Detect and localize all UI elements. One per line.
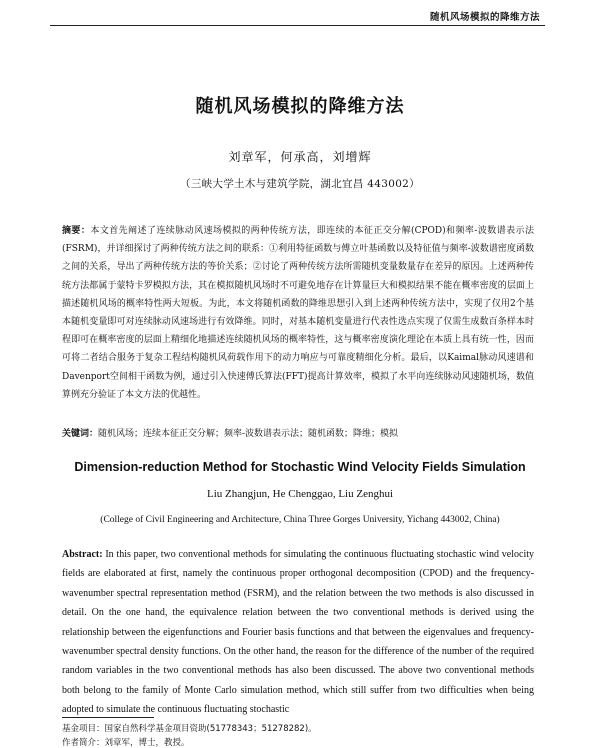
english-abstract-label: Abstract: xyxy=(62,549,103,560)
chinese-abstract-label: 摘要： xyxy=(62,226,91,236)
english-affiliation: (College of Civil Engineering and Architecture, China Three Gorges University, Yichang 443002, China) xyxy=(100,515,500,525)
footnote-fund: 基金项目：国家自然科学基金项目资助(51778343；51278282)。 xyxy=(62,724,317,734)
header-rule xyxy=(50,25,545,26)
chinese-affiliation: （三峡大学土木与建筑学院，湖北宜昌 443002） xyxy=(180,178,420,190)
english-title: Dimension-reduction Method for Stochastic Wind Velocity Fields Simulation xyxy=(74,460,526,474)
footnote-author: 作者简介：刘章军，博士，教授。 xyxy=(62,738,190,748)
english-abstract xyxy=(62,545,534,720)
chinese-keywords-text: 随机风场；连续本征正交分解；频率-波数谱表示法；随机函数；降维；模拟 xyxy=(98,429,399,439)
english-abstract-text: In this paper, two conventional methods for simulating the continuous fluctuating stochastic wind velocity fields are elaborated at first, namely the continuous proper orthogonal decomposition (CPOD) and the frequency-wavenumber spectral representation method (FSRM), and the relation between the two methods is also discussed in detail. On the one hand, the equivalence relation between the two conventional methods is derived using the relationship between the eigenfunctions and Fourier basis functions and that between the eigenvalues and frequency-wavenumber spectral density functions. On the other hand, the reason for the difference of the number of the required random variables in the two conventional methods has also been discussed. The above two conventional methods both belong to the family of Monte Carlo simulation method, which still suffer from two difficulties when being adopted to simulate the continuous fluctuating stochastic xyxy=(62,549,534,716)
english-authors: Liu Zhangjun, He Chenggao, Liu Zenghui xyxy=(206,488,394,500)
chinese-title: 随机风场模拟的降维方法 xyxy=(195,96,405,117)
chinese-keywords-label: 关键词： xyxy=(62,429,99,439)
footnote-rule xyxy=(62,717,154,718)
chinese-keywords xyxy=(62,425,534,443)
chinese-abstract-text: 本文首先阐述了连续脉动风速场模拟的两种传统方法，即连续的本征正交分解(CPOD)和频率-波数谱表示法(FSRM)，并详细探讨了两种传统方法之间的联系：①利用特征函数与傅立叶基函数以及特征值与频率-波数谱密度函数之间的关系，导出了两种传统方法的等价关系；②讨论了两种传统方法所需随机变量数量存在差异的原因。上述两种传统方法都属于蒙特卡罗模拟方法，其在模拟随机风场时不可避免地存在计算量巨大和模拟结果不能在概率密度的层面上描述随机风场的概率特性两大短板。为此，本文将随机函数的降维思想引入到上述两种传统方法中，实现了仅用2个基本随机变量即可对连续脉动风速场进行有效降维。同时，对基本随机变量进行代表性选点实现了仅需生成数百条样本时程即可在概率密度的层面上精细化地描述连续随机风场的概率特性，这与概率密度演化理论在本质上具有统一性，因而可将二者结合服务于复杂工程结构随机风荷载作用下的动力响应与可靠度精细化分析。最后，以Kaimal脉动风速谱和Davenport空间相干函数为例，通过引入快速傅氏算法(FFT)提高计算效率，模拟了水平向连续脉动风速随机场，数值算例充分验证了本文方法的优越性。 xyxy=(62,226,534,400)
chinese-abstract xyxy=(62,222,534,404)
running-head: 随机风场模拟的降维方法 xyxy=(429,12,540,23)
chinese-authors: 刘章军，何承高，刘增辉 xyxy=(228,150,372,164)
